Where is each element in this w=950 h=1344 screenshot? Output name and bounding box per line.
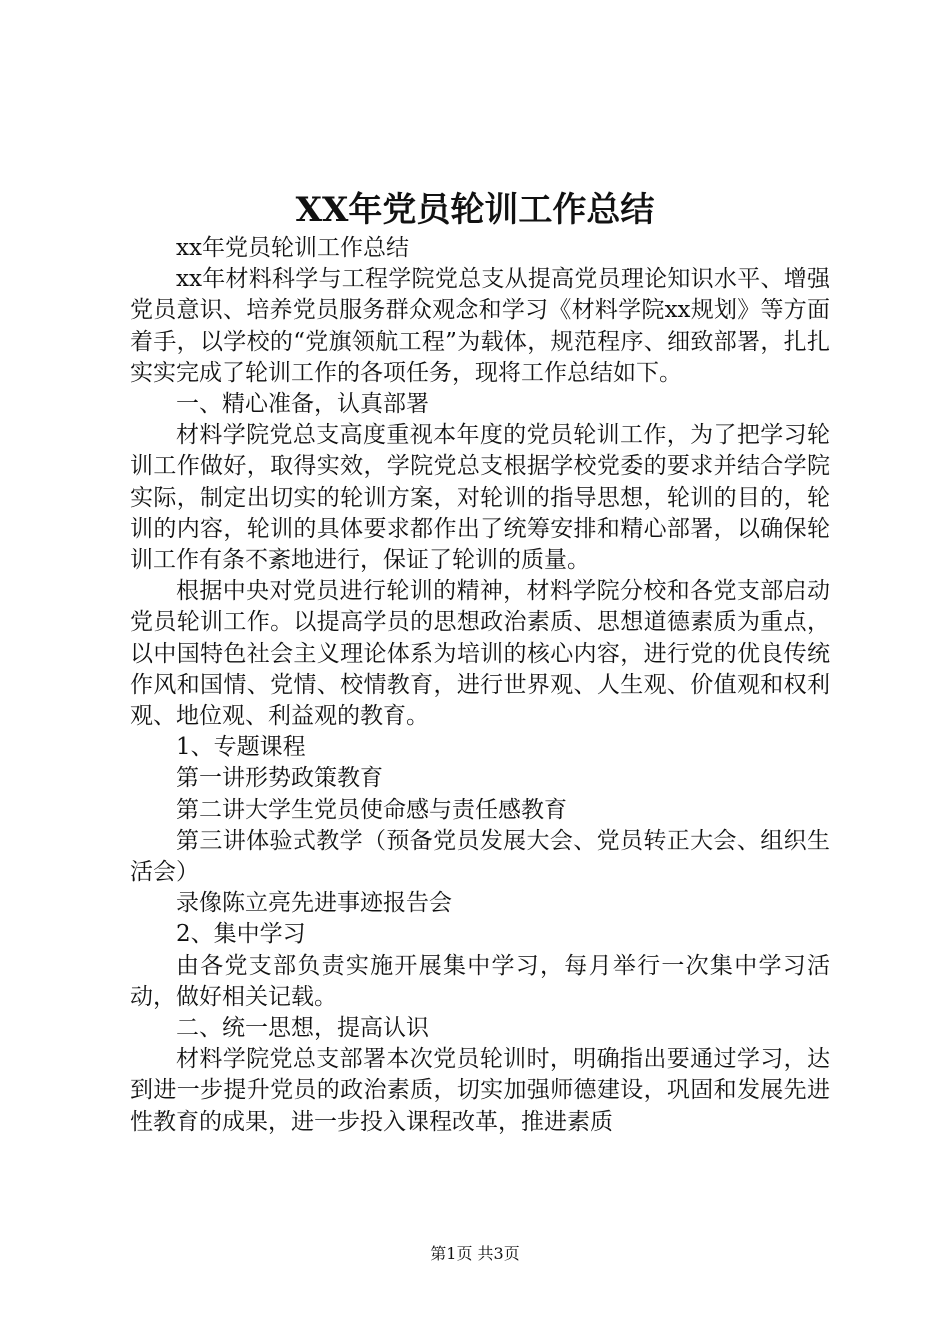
list-item: 第二讲大学生党员使命感与责任感教育 bbox=[176, 796, 567, 823]
list-item: 第一讲形势政策教育 bbox=[176, 765, 383, 792]
page-footer: 第1页 共3页 bbox=[430, 1244, 520, 1263]
body-paragraph: xx年材料科学与工程学院党总支从提高党员理论知识水平、增强党员意识、培养党员服务群众观念和学习《材料学院xx规划》等方面着手，以学校的“党旗领航工程”为载体，规范程序、细致部署，扎扎实实完成了轮训工作的各项任务，现将工作总结如下。 bbox=[130, 266, 830, 386]
list-item: 录像陈立亮先进事迹报告会 bbox=[176, 890, 452, 917]
section-heading: 二、统一思想，提高认识 bbox=[176, 1015, 429, 1042]
body-paragraph: 根据中央对党员进行轮训的精神，材料学院分校和各党支部启动党员轮训工作。以提高学员的思想政治素质、思想道德素质为重点，以中国特色社会主义理论体系为培训的核心内容，进行党的优良传统作风和国情、党情、校情教育，进行世界观、人生观、价值观和权利观、地位观、利益观的教育。 bbox=[130, 578, 830, 730]
section-heading: 一、精心准备，认真部署 bbox=[176, 391, 429, 418]
document-body bbox=[130, 233, 830, 1138]
list-item: 第三讲体验式教学（预备党员发展大会、党员转正大会、组织生活会） bbox=[130, 827, 830, 886]
body-paragraph: 由各党支部负责实施开展集中学习，每月举行一次集中学习活动，做好相关记载。 bbox=[130, 952, 830, 1010]
subsection-heading: 1、专题课程 bbox=[176, 734, 306, 761]
subsection-heading: 2、集中学习 bbox=[176, 921, 306, 948]
document-title: XX年党员轮训工作总结 bbox=[295, 190, 655, 230]
body-paragraph: xx年党员轮训工作总结 bbox=[176, 235, 409, 261]
body-paragraph: 材料学院党总支高度重视本年度的党员轮训工作，为了把学习轮训工作做好，取得实效，学院党总支根据学校党委的要求并结合学院实际，制定出切实的轮训方案，对轮训的指导思想，轮训的目的，轮训的内容，轮训的具体要求都作出了统筹安排和精心部署，以确保轮训工作有条不紊地进行，保证了轮训的质量。 bbox=[130, 422, 830, 574]
body-paragraph: 材料学院党总支部署本次党员轮训时，明确指出要通过学习，达到进一步提升党员的政治素质，切实加强师德建设，巩固和发展先进性教育的成果，进一步投入课程改革，推进素质 bbox=[130, 1046, 830, 1135]
